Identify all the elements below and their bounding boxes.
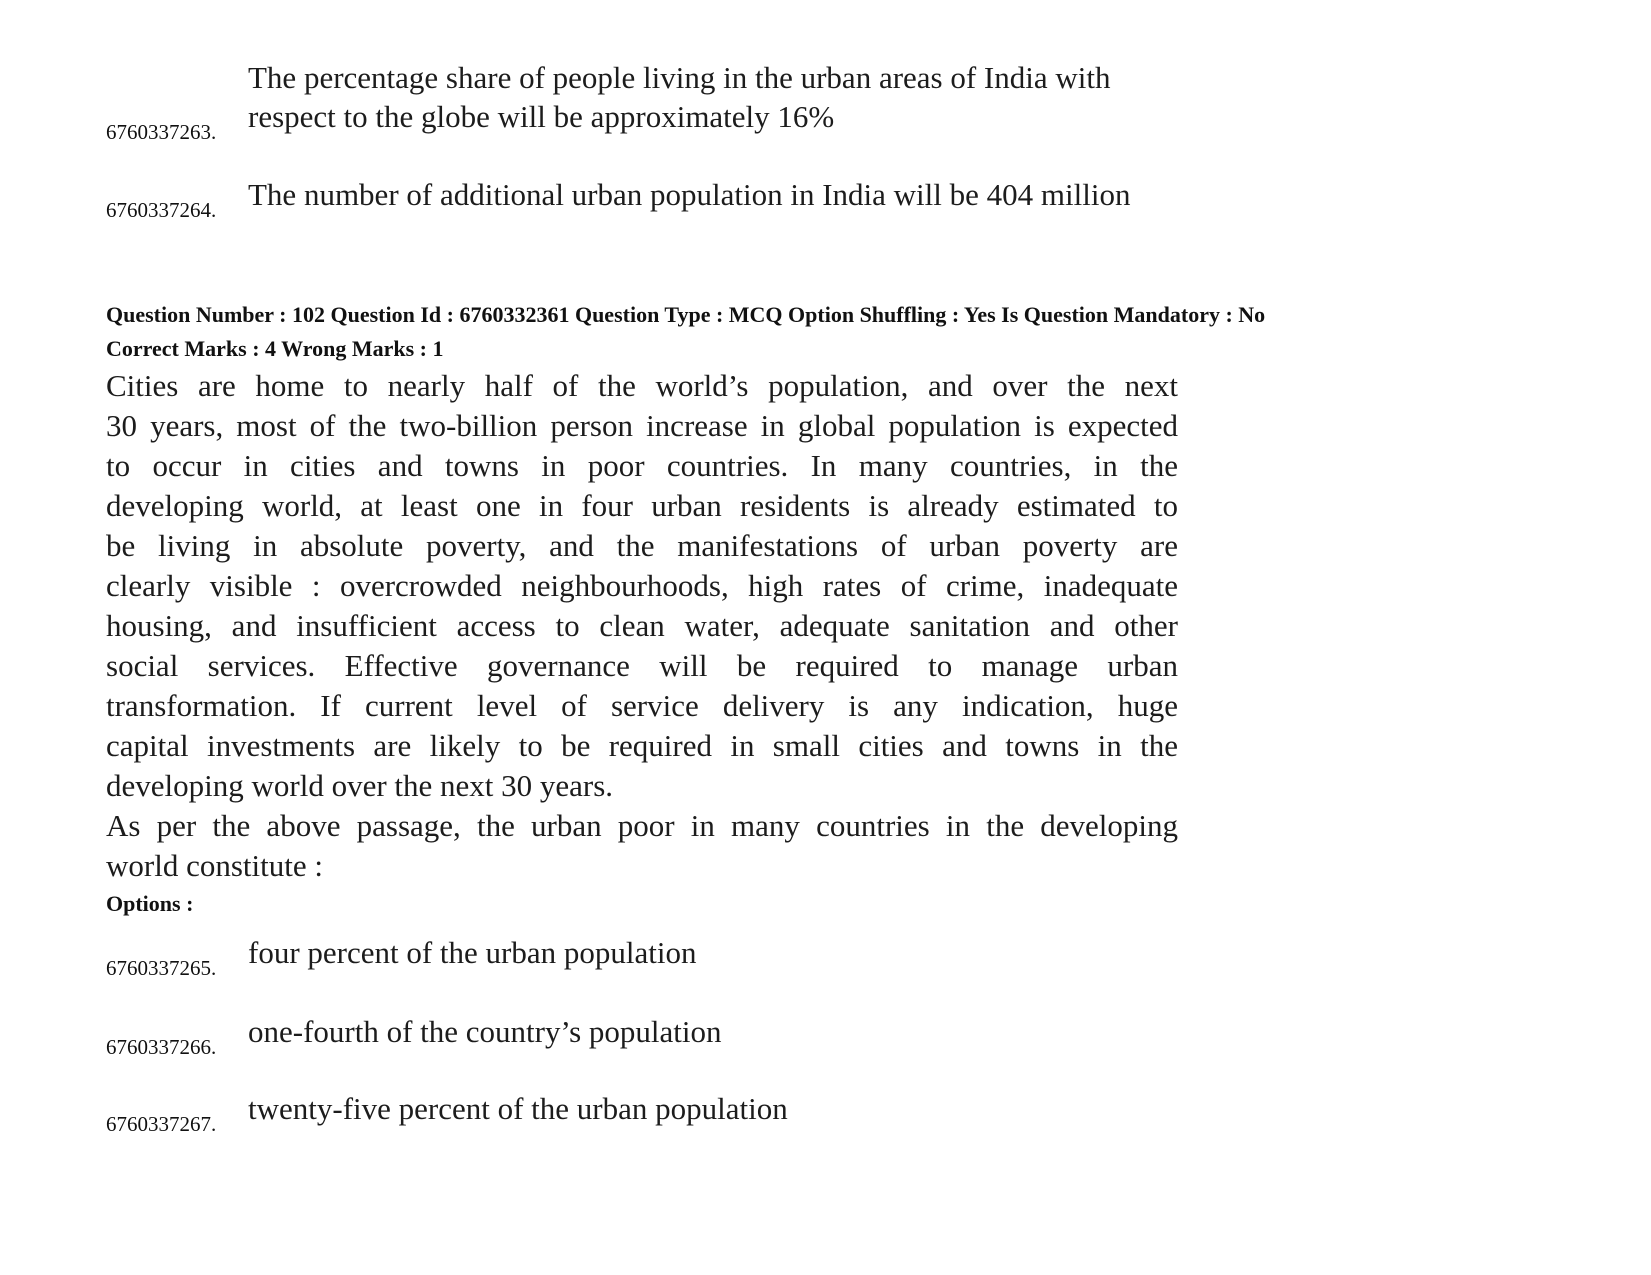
passage-line: 30 years, most of the two-billion person increase in global population is expected bbox=[106, 408, 1178, 443]
passage-line: clearly visible : overcrowded neighbourhoods, high rates of crime, inadequate bbox=[106, 568, 1178, 603]
prev-option-1-text-line-1: The percentage share of people living in the urban areas of India with bbox=[248, 60, 1111, 95]
passage-line: transformation. If current level of service delivery is any indication, huge bbox=[106, 688, 1178, 723]
prompt-line: world constitute : bbox=[106, 848, 323, 883]
passage-line: social services. Effective governance will be required to manage urban bbox=[106, 648, 1178, 683]
passage-line: Cities are home to nearly half of the world’s population, and over the next bbox=[106, 368, 1178, 403]
prev-option-2-text: The number of additional urban population in India will be 404 million bbox=[248, 177, 1131, 212]
passage-line: capital investments are likely to be required in small cities and towns in the bbox=[106, 728, 1178, 763]
prev-option-1-id: 6760337263. bbox=[106, 120, 217, 144]
option-1-text[interactable]: four percent of the urban population bbox=[248, 935, 697, 970]
option-3-id: 6760337267. bbox=[106, 1112, 217, 1136]
option-2-text[interactable]: one-fourth of the country’s population bbox=[248, 1014, 722, 1049]
prev-option-1-text-line-2: respect to the globe will be approximately 16% bbox=[248, 99, 835, 134]
passage-line: to occur in cities and towns in poor countries. In many countries, in the bbox=[106, 448, 1178, 483]
question-meta-line-2: Correct Marks : 4 Wrong Marks : 1 bbox=[106, 336, 444, 361]
passage-line: be living in absolute poverty, and the manifestations of urban poverty are bbox=[106, 528, 1178, 563]
option-2-id: 6760337266. bbox=[106, 1035, 217, 1059]
option-3-text[interactable]: twenty-five percent of the urban population bbox=[248, 1091, 788, 1126]
prompt-line: As per the above passage, the urban poor in many countries in the developing bbox=[106, 808, 1178, 843]
option-1-id: 6760337265. bbox=[106, 956, 217, 980]
question-meta-line-1: Question Number : 102 Question Id : 6760332361 Question Type : MCQ Option Shuffling : Yes Is Question Mandatory : No bbox=[106, 302, 1266, 327]
passage-line: developing world over the next 30 years. bbox=[106, 768, 614, 803]
passage-line: housing, and insufficient access to clean water, adequate sanitation and other bbox=[106, 608, 1178, 643]
prev-option-2-id: 6760337264. bbox=[106, 198, 217, 222]
options-label: Options : bbox=[106, 891, 194, 916]
passage-line: developing world, at least one in four urban residents is already estimated to bbox=[106, 488, 1178, 523]
